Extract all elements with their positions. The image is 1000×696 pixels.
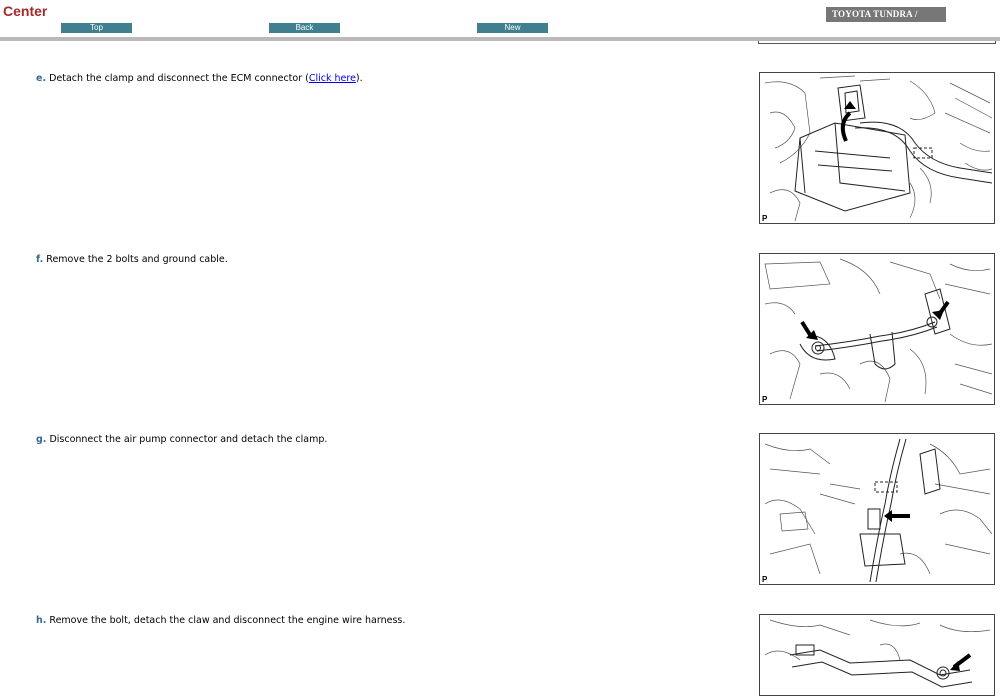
figure-ecm-connector bbox=[759, 72, 995, 224]
figure-air-pump-connector bbox=[759, 433, 995, 585]
page-header bbox=[0, 0, 1000, 42]
step-letter: e. bbox=[36, 73, 47, 84]
air-pump-illustration bbox=[760, 434, 994, 584]
click-here-link[interactable]: Click here bbox=[308, 73, 356, 84]
figure-code: P bbox=[762, 395, 768, 404]
step-text: Remove the 2 bolts and ground cable. bbox=[46, 254, 228, 265]
back-button[interactable]: Back bbox=[269, 23, 340, 33]
step-e bbox=[36, 73, 363, 85]
figure-ground-cable bbox=[759, 253, 995, 405]
step-h bbox=[36, 615, 405, 627]
step-text: Disconnect the air pump connector and detach the clamp. bbox=[49, 434, 328, 445]
step-letter: g. bbox=[36, 434, 47, 445]
new-button[interactable]: New bbox=[477, 23, 548, 33]
figure-code: P bbox=[762, 575, 768, 584]
step-text-end: ). bbox=[355, 73, 363, 84]
ground-cable-illustration bbox=[760, 254, 994, 404]
engine-wire-harness-illustration bbox=[760, 615, 994, 695]
step-text: Detach the clamp and disconnect the ECM connector ( bbox=[49, 73, 309, 84]
vehicle-label: TOYOTA TUNDRA / bbox=[826, 7, 946, 22]
step-text: Remove the bolt, detach the claw and disconnect the engine wire harness. bbox=[49, 615, 406, 626]
step-f bbox=[36, 254, 228, 266]
step-letter: f. bbox=[36, 254, 44, 265]
previous-figure-edge bbox=[758, 41, 996, 44]
step-letter: h. bbox=[36, 615, 47, 626]
ecm-connector-illustration bbox=[760, 73, 994, 223]
figure-engine-wire-harness bbox=[759, 614, 995, 696]
figure-code: P bbox=[762, 214, 768, 223]
step-g bbox=[36, 434, 327, 446]
top-button[interactable]: Top bbox=[61, 23, 132, 33]
page-title: Center bbox=[3, 3, 48, 19]
